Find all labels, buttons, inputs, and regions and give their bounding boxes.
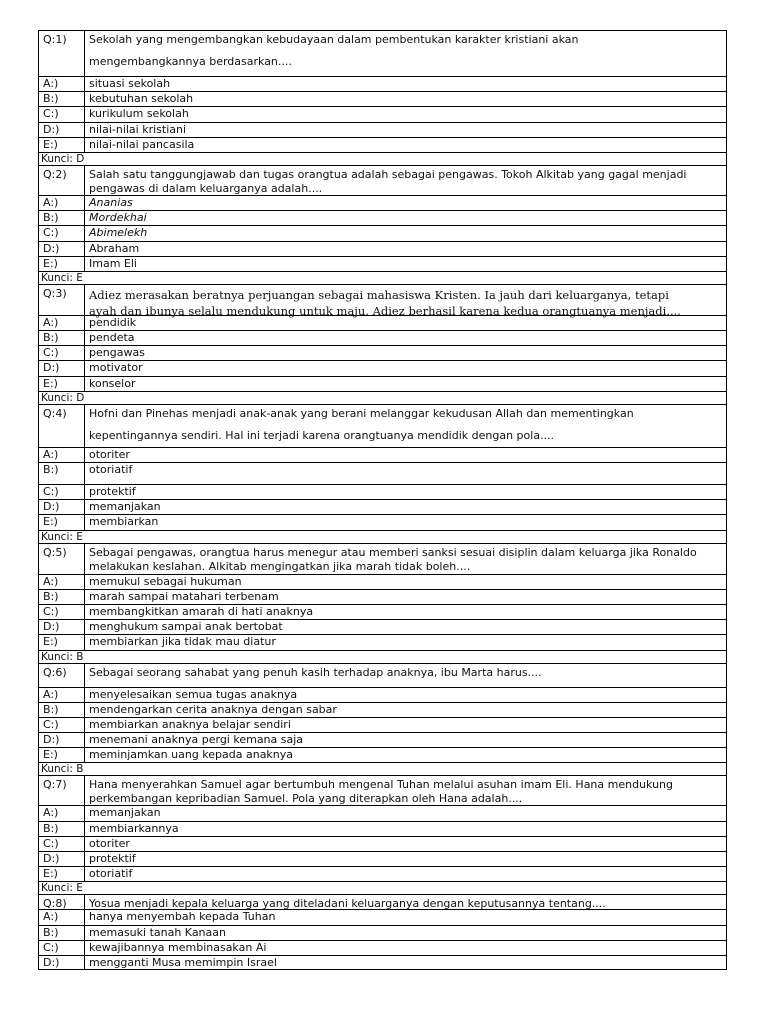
option-row bbox=[38, 634, 727, 649]
option-label: B:) bbox=[39, 92, 85, 106]
option-text: membiarkan bbox=[89, 515, 159, 529]
option-label: D:) bbox=[39, 361, 85, 375]
option-text: membiarkan jika tidak mau diatur bbox=[89, 635, 276, 649]
question-row bbox=[38, 404, 727, 447]
option-label: C:) bbox=[39, 941, 85, 955]
option-text: kebutuhan sekolah bbox=[89, 92, 194, 106]
option-text: memasuki tanah Kanaan bbox=[89, 925, 226, 939]
question-text bbox=[85, 664, 726, 687]
option-label: D:) bbox=[39, 956, 85, 969]
option-row bbox=[38, 499, 727, 514]
option-text: mendengarkan cerita anaknya dengan sabar bbox=[89, 702, 337, 716]
option-text: otoriatif bbox=[89, 463, 133, 476]
option-label: A:) bbox=[39, 77, 85, 91]
option-row bbox=[38, 909, 727, 924]
option-label: E:) bbox=[39, 138, 85, 152]
option-row bbox=[38, 210, 727, 225]
option-text: otoriter bbox=[89, 836, 130, 850]
answer-key: Kunci: E bbox=[41, 882, 83, 895]
option-text: protektif bbox=[89, 485, 136, 498]
option-text: membiarkannya bbox=[89, 821, 179, 835]
option-label: D:) bbox=[39, 123, 85, 137]
option-row bbox=[38, 315, 727, 330]
option-row bbox=[38, 805, 727, 820]
question-line: mengembangkannya berdasarkan.... bbox=[89, 55, 292, 68]
option-label: D:) bbox=[39, 733, 85, 747]
option-text: memukul sebagai hukuman bbox=[89, 574, 242, 588]
question-number: Q:1) bbox=[39, 31, 85, 76]
option-label: E:) bbox=[39, 257, 85, 271]
option-text: Mordekhai bbox=[89, 211, 147, 225]
option-text: konselor bbox=[89, 376, 136, 390]
option-row bbox=[38, 330, 727, 345]
option-text: menghukum sampai anak bertobat bbox=[89, 620, 283, 634]
option-label: A:) bbox=[39, 196, 85, 210]
option-row bbox=[38, 106, 727, 121]
answer-key: Kunci: E bbox=[41, 530, 83, 543]
option-label: B:) bbox=[39, 703, 85, 717]
option-label: D:) bbox=[39, 500, 85, 514]
option-label: E:) bbox=[39, 635, 85, 649]
option-row bbox=[38, 91, 727, 106]
option-label: C:) bbox=[39, 226, 85, 240]
question-number: Q:7) bbox=[39, 776, 85, 805]
answer-key-row bbox=[38, 650, 727, 663]
question-line: melakukan keslahan. Alkitab mengingatkan jika marah tidak boleh.... bbox=[89, 559, 471, 573]
question-line: pengawas di dalam keluarganya adalah.... bbox=[89, 181, 323, 195]
option-text: meminjamkan uang kepada anaknya bbox=[89, 748, 294, 762]
answer-key: Kunci: B bbox=[41, 763, 84, 776]
answer-key-row bbox=[38, 762, 727, 775]
question-number: Q:3) bbox=[39, 285, 85, 315]
option-label: C:) bbox=[39, 605, 85, 619]
option-label: B:) bbox=[39, 331, 85, 345]
option-row bbox=[38, 619, 727, 634]
answer-key-row bbox=[38, 530, 727, 543]
option-label: A:) bbox=[39, 575, 85, 589]
question-line: Adiez merasakan beratnya perjuangan sebagai mahasiswa Kristen. Ia jauh dari keluarganya, tetapi bbox=[89, 287, 669, 302]
answer-key: Kunci: E bbox=[41, 271, 83, 284]
option-label: B:) bbox=[39, 590, 85, 604]
option-row bbox=[38, 376, 727, 391]
option-text: memanjakan bbox=[89, 500, 161, 514]
option-row bbox=[38, 925, 727, 940]
option-label: D:) bbox=[39, 852, 85, 866]
option-row bbox=[38, 137, 727, 152]
option-label: E:) bbox=[39, 377, 85, 391]
option-row bbox=[38, 462, 727, 484]
option-row bbox=[38, 122, 727, 137]
option-row bbox=[38, 447, 727, 462]
option-text: pendidik bbox=[89, 315, 137, 329]
option-text: nilai-nilai kristiani bbox=[89, 122, 187, 136]
option-row bbox=[38, 604, 727, 619]
question-number: Q:5) bbox=[39, 544, 85, 574]
option-text: membiarkan anaknya belajar sendiri bbox=[89, 717, 291, 731]
question-row bbox=[38, 165, 727, 195]
option-text: motivator bbox=[89, 361, 143, 375]
option-label: B:) bbox=[39, 463, 85, 484]
option-text: menemani anaknya pergi kemana saja bbox=[89, 733, 304, 747]
option-label: B:) bbox=[39, 211, 85, 225]
option-label: C:) bbox=[39, 718, 85, 732]
answer-key-row bbox=[38, 152, 727, 165]
option-row bbox=[38, 955, 727, 970]
question-row bbox=[38, 284, 727, 318]
option-row bbox=[38, 687, 727, 702]
option-text: otoriatif bbox=[89, 867, 133, 881]
question-number: Q:4) bbox=[39, 405, 85, 447]
option-row bbox=[38, 866, 727, 881]
option-text: hanya menyembah kepada Tuhan bbox=[89, 910, 276, 924]
question-line: Hana menyerahkan Samuel agar bertumbuh mengenal Tuhan melalui asuhan imam Eli. Hana mendukung bbox=[89, 778, 674, 792]
answer-key: Kunci: D bbox=[41, 391, 85, 404]
question-text bbox=[85, 776, 726, 805]
option-text: Abimelekh bbox=[89, 226, 148, 240]
question-text bbox=[85, 895, 726, 909]
option-row bbox=[38, 256, 727, 271]
question-line: ayah dan ibunya selalu mendukung untuk maju. Adiez berhasil karena kedua orangtuanya menjadi.... bbox=[89, 303, 681, 318]
option-label: D:) bbox=[39, 242, 85, 256]
question-text bbox=[85, 405, 726, 447]
option-label: C:) bbox=[39, 346, 85, 360]
option-row bbox=[38, 836, 727, 851]
option-row bbox=[38, 732, 727, 747]
option-row bbox=[38, 484, 727, 499]
question-number: Q:8) bbox=[39, 895, 85, 909]
option-row bbox=[38, 940, 727, 955]
option-text: membangkitkan amarah di hati anaknya bbox=[89, 604, 314, 618]
option-row bbox=[38, 821, 727, 836]
option-row bbox=[38, 76, 727, 91]
option-label: E:) bbox=[39, 748, 85, 762]
option-row bbox=[38, 851, 727, 866]
question-text bbox=[85, 166, 726, 195]
question-number: Q:2) bbox=[39, 166, 85, 195]
option-row bbox=[38, 514, 727, 529]
question-row bbox=[38, 543, 727, 574]
question-line: Hofni dan Pinehas menjadi anak-anak yang berani melanggar kekudusan Allah dan mementingkan bbox=[89, 406, 634, 420]
question-line: kepentingannya sendiri. Hal ini terjadi karena orangtuanya mendidik dengan pola.... bbox=[89, 428, 555, 442]
option-text: mengganti Musa memimpin Israel bbox=[89, 955, 277, 969]
question-line: Yosua menjadi kepala keluarga yang diteladani keluarganya dengan keputusannya tentang.... bbox=[89, 897, 606, 911]
option-row bbox=[38, 241, 727, 256]
question-line: perkembangan kepribadian Samuel. Pola yang diterapkan oleh Hana adalah.... bbox=[89, 792, 523, 806]
option-text: memanjakan bbox=[89, 806, 161, 820]
option-label: A:) bbox=[39, 910, 85, 924]
quiz-table bbox=[38, 30, 727, 970]
option-text: kewajibannya membinasakan Ai bbox=[89, 940, 267, 954]
option-label: B:) bbox=[39, 822, 85, 836]
question-row bbox=[38, 775, 727, 805]
option-label: C:) bbox=[39, 485, 85, 499]
option-row bbox=[38, 345, 727, 360]
answer-key: Kunci: B bbox=[41, 650, 84, 663]
answer-key: Kunci: D bbox=[41, 152, 85, 165]
option-label: C:) bbox=[39, 107, 85, 121]
question-text bbox=[85, 31, 726, 76]
option-text: Ananias bbox=[89, 195, 133, 209]
option-text: protektif bbox=[89, 852, 136, 865]
option-text: Imam Eli bbox=[89, 256, 137, 270]
option-text: situasi sekolah bbox=[89, 77, 171, 90]
option-label: A:) bbox=[39, 688, 85, 702]
option-label: A:) bbox=[39, 316, 85, 330]
option-label: A:) bbox=[39, 806, 85, 820]
option-text: marah sampai matahari terbenam bbox=[89, 589, 279, 603]
answer-key-row bbox=[38, 271, 727, 284]
question-text bbox=[85, 544, 726, 574]
question-line: Sebagai seorang sahabat yang penuh kasih terhadap anaknya, ibu Marta harus.... bbox=[89, 665, 542, 679]
option-row bbox=[38, 702, 727, 717]
question-row bbox=[38, 30, 727, 76]
option-row bbox=[38, 589, 727, 604]
option-label: E:) bbox=[39, 867, 85, 881]
option-label: C:) bbox=[39, 837, 85, 851]
option-row bbox=[38, 747, 727, 762]
option-text: nilai-nilai pancasila bbox=[89, 137, 195, 151]
option-row bbox=[38, 574, 727, 589]
answer-key-row bbox=[38, 881, 727, 894]
question-number: Q:6) bbox=[39, 664, 85, 687]
option-row bbox=[38, 225, 727, 240]
option-label: A:) bbox=[39, 448, 85, 462]
option-text: kurikulum sekolah bbox=[89, 107, 189, 121]
option-text: menyelesaikan semua tugas anaknya bbox=[89, 687, 298, 701]
option-text: Abraham bbox=[89, 241, 140, 255]
question-row bbox=[38, 894, 727, 909]
option-label: E:) bbox=[39, 515, 85, 529]
option-label: B:) bbox=[39, 926, 85, 940]
option-text: pengawas bbox=[89, 346, 145, 360]
question-row bbox=[38, 663, 727, 687]
question-line: Sekolah yang mengembangkan kebudayaan dalam pembentukan karakter kristiani akan bbox=[89, 33, 579, 46]
option-text: pendeta bbox=[89, 331, 135, 345]
question-line: Salah satu tanggungjawab dan tugas orangtua adalah sebagai pengawas. Tokoh Alkitab yang gagal menjadi bbox=[89, 167, 687, 181]
option-row bbox=[38, 717, 727, 732]
option-row bbox=[38, 195, 727, 210]
question-text bbox=[85, 285, 726, 318]
option-label: D:) bbox=[39, 620, 85, 634]
option-row bbox=[38, 360, 727, 375]
question-line: Sebagai pengawas, orangtua harus menegur atau memberi sanksi sesuai disiplin dalam keluarga jika Ronaldo bbox=[89, 545, 697, 559]
answer-key-row bbox=[38, 391, 727, 404]
option-text: otoriter bbox=[89, 447, 130, 461]
